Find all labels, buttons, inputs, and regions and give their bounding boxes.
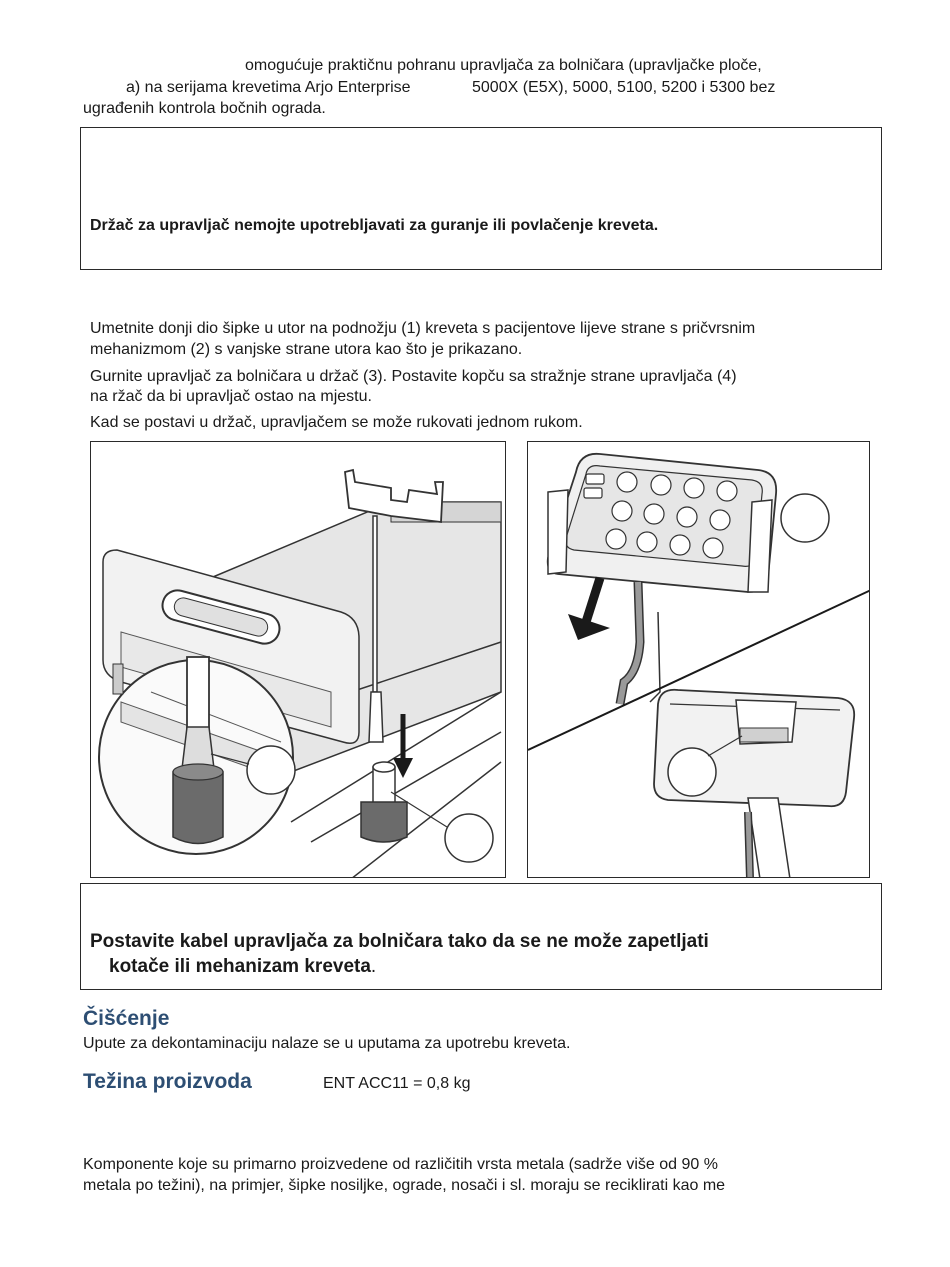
recycling-line-2: metala po težini), na primjer, šipke nosiljke, ograde, nosači i sl. moraju se reciklirati kao me [83,1177,726,1194]
intro-line-3: ugrađenih kontrola bočnih ograda. [83,100,326,117]
instr-p3: Kad se postavi u držač, upravljačem se može rukovati jednom rukom. [90,414,583,431]
warning-2-line1: Postavite kabel upravljača za bolničara tako da se ne može zapetljati [90,931,709,952]
figure-controller-insertion [527,441,870,878]
figure-holder-installation [90,441,506,878]
weight-value: ENT ACC11 = 0,8 kg [323,1075,471,1092]
instr-p1-line2: mehanizmom (2) s vanjske strane utora kao što je prikazano. [90,341,523,358]
cleaning-heading: Čišćenje [83,1007,170,1030]
holder-installation-illustration [91,442,506,878]
intro-line-2b: 5000X (E5X), 5000, 5100, 5200 i 5300 bez [472,79,776,96]
warning-2-line2-end: . [370,956,377,977]
intro-line-1: omogućuje praktičnu pohranu upravljača za bolničara (upravljačke ploče, [245,57,762,74]
warning-box-2 [80,883,882,990]
warning-box-1 [80,127,882,270]
instr-p1-line1: Umetnite donji dio šipke u utor na podnožju (1) kreveta s pacijentove lijeve strane s pričvrsnim [90,320,756,337]
intro-line-2: a) na serijama krevetima Arjo Enterprise [126,79,411,96]
warning-2-line2 [109,956,376,978]
recycling-line-1: Komponente koje su primarno proizvedene od različitih vrsta metala (sadrže više od 90 % [83,1156,718,1173]
weight-heading: Težina proizvoda [83,1070,252,1093]
controller-insertion-illustration [528,442,870,878]
instr-p2-line1: Gurnite upravljač za bolničara u držač (3). Postavite kopču sa stražnje strane upravljača (4) [90,368,737,385]
warning-2-line2-text: kotače ili mehanizam kreveta [109,956,371,977]
instr-p2-line2: na ržač da bi upravljač ostao na mjestu. [90,388,372,405]
cleaning-text: Upute za dekontaminaciju nalaze se u uputama za upotrebu kreveta. [83,1035,571,1052]
warning-1-text: Držač za upravljač nemojte upotrebljavati za guranje ili povlačenje kreveta. [90,217,659,234]
